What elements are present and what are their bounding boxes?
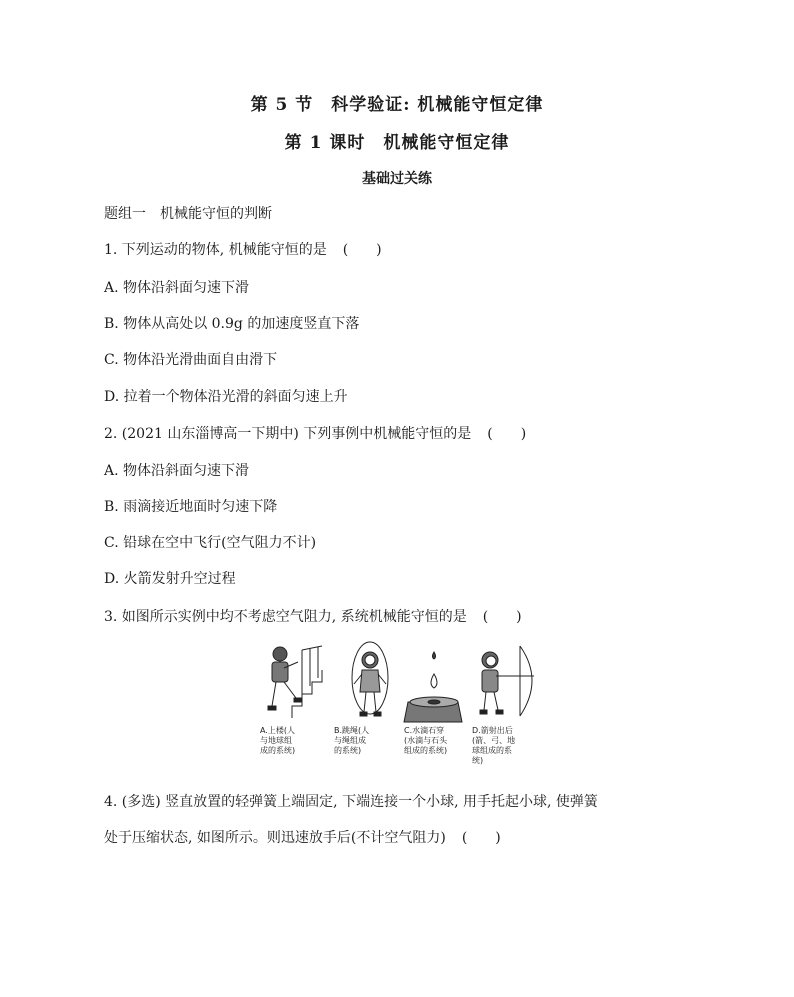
caption-a: A.上楼(人 与地球组 成的系统) (260, 726, 296, 755)
option-d: D. 火箭发射升空过程 (104, 571, 236, 587)
caption-c: C.水滴石穿 (水滴与石头 组成的系统) (404, 726, 448, 755)
option-a: A. 物体沿斜面匀速下滑 (104, 280, 250, 296)
practice-title: 基础过关练 (362, 171, 432, 187)
option-a: A. 物体沿斜面匀速下滑 (104, 463, 250, 479)
answer-paren: ( ) (461, 830, 501, 846)
archer-illustration (480, 646, 534, 716)
option-d: D. 拉着一个物体沿光滑的斜面匀速上升 (104, 389, 348, 405)
option-c: C. 铅球在空中飞行(空气阻力不计) (104, 535, 317, 551)
answer-paren: ( ) (342, 242, 382, 258)
question-1-stem (104, 239, 382, 259)
option-b: B. 物体从高处以 0.9g 的加速度竖直下落 (104, 316, 360, 332)
answer-paren: ( ) (487, 426, 527, 442)
jump-rope-illustration (352, 642, 388, 716)
caption-b: B.跳绳(人 与绳组成 的系统) (334, 726, 370, 755)
question-3-text: 3. 如图所示实例中均不考虑空气阻力, 系统机械能守恒的是 (104, 609, 467, 625)
q3-illustrations (258, 640, 538, 726)
question-2-text: 2. (2021 山东淄博高一下期中) 下列事例中机械能守恒的是 (104, 426, 472, 442)
section-title: 第 5 节 科学验证: 机械能守恒定律 (250, 95, 544, 115)
group-title: 题组一 机械能守恒的判断 (104, 206, 272, 222)
climbing-stairs-illustration (268, 646, 322, 718)
q3-figure (258, 640, 538, 780)
question-3-stem (104, 606, 522, 626)
option-c: C. 物体沿光滑曲面自由滑下 (104, 352, 278, 368)
question-4-text: 处于压缩状态, 如图所示。则迅速放手后(不计空气阻力) (104, 830, 446, 846)
question-4-line-2 (104, 827, 501, 847)
answer-paren: ( ) (482, 609, 522, 625)
caption-d: D.箭射出后 (箭、弓、地 球组成的系 统) (472, 726, 516, 765)
lesson-title: 第 1 课时 机械能守恒定律 (284, 133, 510, 153)
water-drop-stone-illustration (404, 652, 462, 722)
question-4-line-1: 4. (多选) 竖直放置的轻弹簧上端固定, 下端连接一个小球, 用手托起小球, 使弹簧 (104, 794, 598, 810)
question-2-stem (104, 423, 526, 443)
question-1-text: 1. 下列运动的物体, 机械能守恒的是 (104, 242, 327, 258)
option-b: B. 雨滴接近地面时匀速下降 (104, 499, 278, 515)
